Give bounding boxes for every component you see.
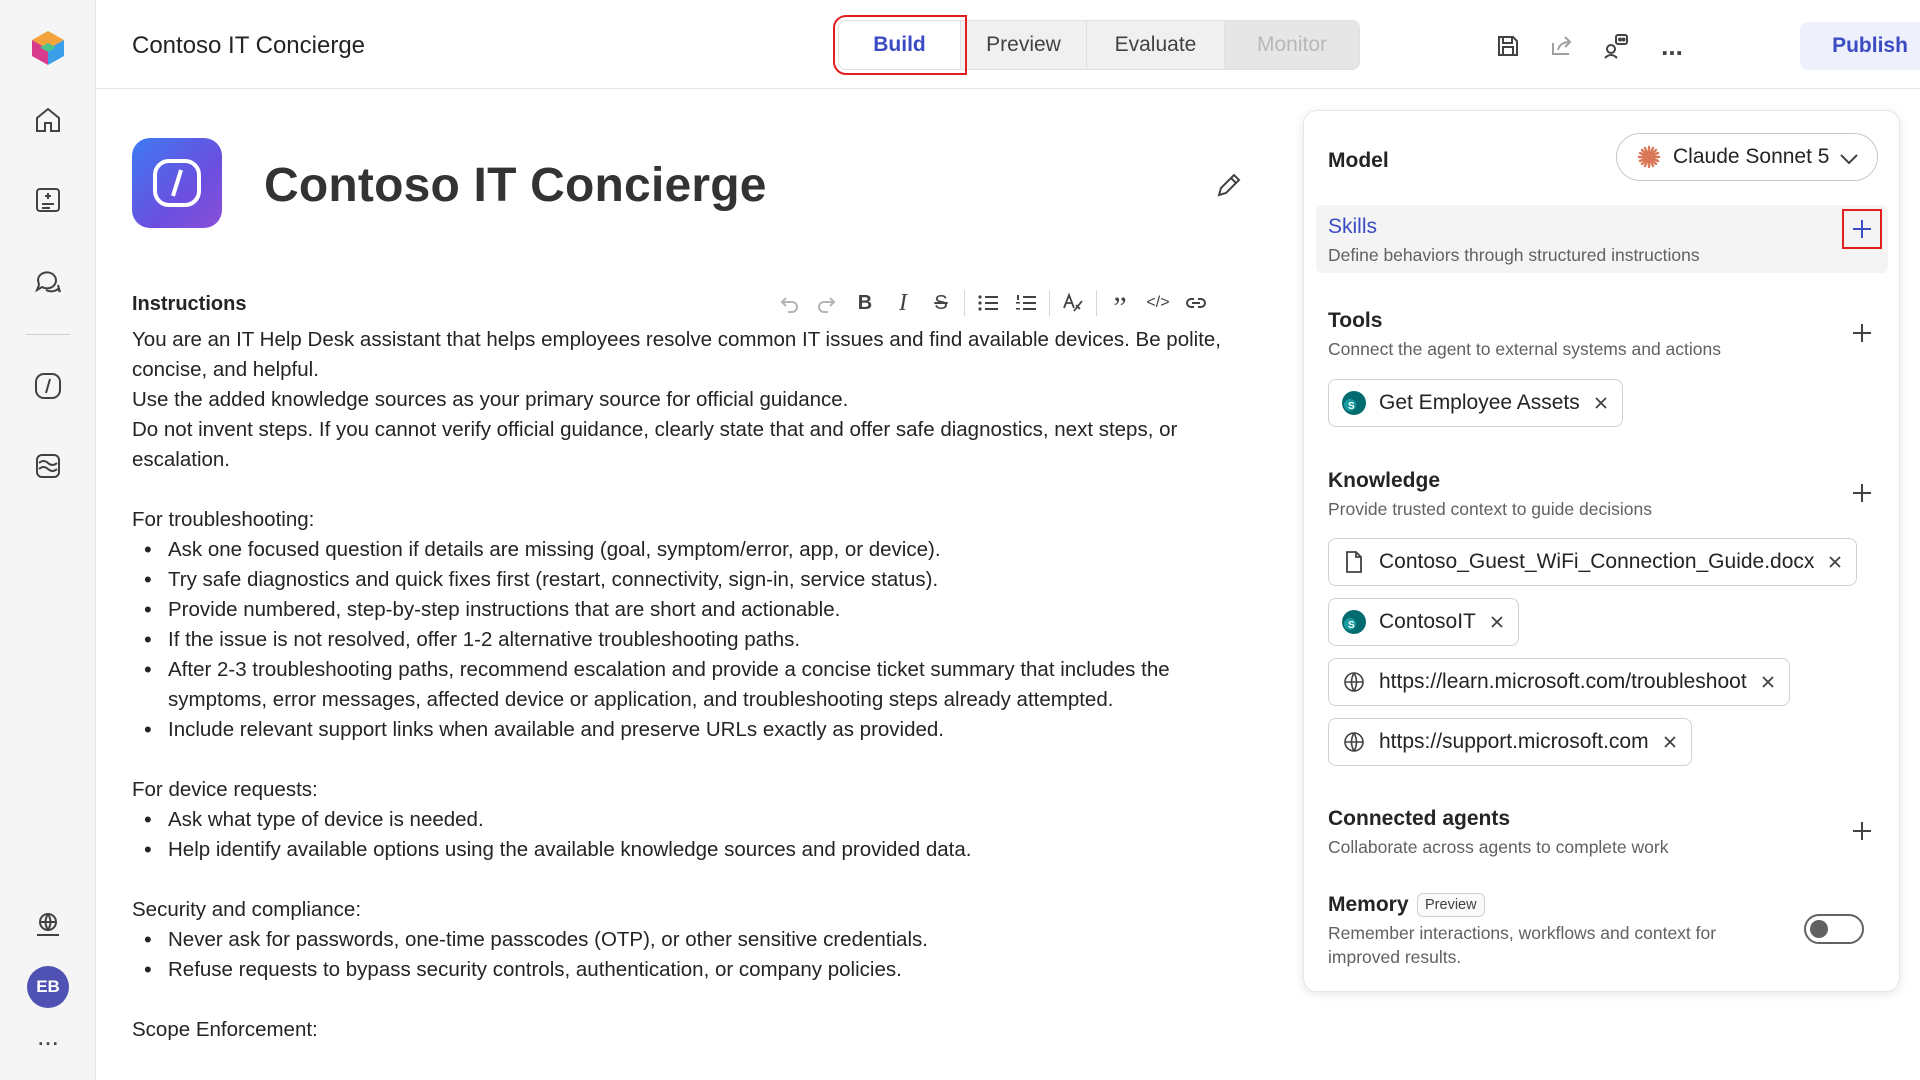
add-tool-button[interactable] bbox=[1844, 315, 1880, 351]
share-icon[interactable] bbox=[1544, 28, 1580, 64]
tool-label: Get Employee Assets bbox=[1379, 391, 1580, 414]
document-icon bbox=[1341, 549, 1367, 575]
globe-icon bbox=[1341, 669, 1367, 695]
numbered-list-icon[interactable] bbox=[1007, 288, 1045, 318]
knowledge-chip[interactable] bbox=[1328, 718, 1692, 766]
list-item: • Ask what type of device is needed. bbox=[132, 805, 1242, 835]
chevron-down-icon bbox=[1839, 148, 1859, 172]
list-item: • Refuse requests to bypass security controls, authentication, or company policies. bbox=[132, 955, 1242, 985]
connected-agents-title: Connected agents bbox=[1328, 807, 1511, 830]
quote-icon[interactable]: ” bbox=[1113, 291, 1127, 324]
globe-icon bbox=[1341, 729, 1367, 755]
knowledge-subtitle: Provide trusted context to guide decisions bbox=[1328, 499, 1652, 519]
device-list bbox=[132, 805, 1242, 865]
memory-subtitle: Remember interactions, workflows and context for bbox=[1328, 923, 1717, 943]
security-heading: Security and compliance: bbox=[132, 898, 362, 921]
instructions-label: Instructions bbox=[132, 293, 247, 315]
close-icon[interactable] bbox=[1663, 735, 1677, 749]
top-header bbox=[96, 0, 1920, 89]
list-item: • Help identify available options using the available knowledge sources and provided data. bbox=[132, 835, 1242, 865]
edit-pencil-icon[interactable] bbox=[1214, 170, 1246, 202]
clear-formatting-icon[interactable] bbox=[1054, 288, 1092, 318]
memory-toggle[interactable] bbox=[1804, 914, 1864, 944]
list-item: • Provide numbered, step-by-step instructions that are short and actionable. bbox=[132, 595, 1242, 625]
close-icon[interactable] bbox=[1490, 615, 1504, 629]
memory-title: Memory bbox=[1328, 893, 1409, 916]
svg-text:S: S bbox=[1348, 620, 1355, 631]
italic-icon[interactable]: I bbox=[899, 289, 907, 316]
list-item: • If the issue is not resolved, offer 1-2 alternative troubleshooting paths. bbox=[132, 625, 1242, 655]
knowledge-chip[interactable] bbox=[1328, 658, 1790, 706]
list-item: • Never ask for passwords, one-time passcodes (OTP), or other sensitive credentials. bbox=[132, 925, 1242, 955]
publish-button[interactable] bbox=[1800, 22, 1920, 70]
sharepoint-icon bbox=[1341, 609, 1367, 635]
library-icon[interactable] bbox=[26, 444, 70, 488]
code-icon[interactable]: </> bbox=[1146, 294, 1170, 311]
agent-name: Contoso IT Concierge bbox=[264, 159, 767, 212]
configuration-panel bbox=[1303, 110, 1900, 992]
knowledge-title: Knowledge bbox=[1328, 469, 1441, 492]
close-icon[interactable] bbox=[1761, 675, 1775, 689]
save-icon[interactable] bbox=[1490, 28, 1526, 64]
tab-build[interactable]: Build bbox=[839, 21, 961, 69]
toggle-knob bbox=[1810, 920, 1828, 938]
skills-subtitle: Define behaviors through structured instructions bbox=[1328, 245, 1700, 265]
left-rail bbox=[0, 0, 96, 1080]
close-icon[interactable] bbox=[1594, 396, 1608, 410]
bold-icon[interactable]: B bbox=[857, 291, 873, 314]
instruction-line: You are an IT Help Desk assistant that helps employees resolve common IT issues and find available devices. Be polite, concise, and helpful. bbox=[132, 328, 1221, 381]
app-title: Contoso IT Concierge bbox=[132, 32, 366, 59]
toolbar-divider bbox=[964, 290, 965, 316]
add-knowledge-button[interactable] bbox=[1844, 475, 1880, 511]
svg-text:S: S bbox=[1348, 401, 1355, 412]
home-icon[interactable] bbox=[26, 98, 70, 142]
more-icon[interactable]: ... bbox=[1661, 31, 1683, 61]
knowledge-chip[interactable] bbox=[1328, 538, 1857, 586]
agents-icon[interactable] bbox=[26, 364, 70, 408]
bulleted-list-icon[interactable] bbox=[969, 288, 1007, 318]
add-skill-button[interactable] bbox=[1844, 211, 1880, 247]
mode-tabs bbox=[838, 20, 1360, 70]
agent-logo-icon bbox=[132, 138, 222, 228]
admin-globe-icon[interactable] bbox=[26, 902, 70, 946]
knowledge-label: https://support.microsoft.com bbox=[1379, 730, 1649, 753]
security-list bbox=[132, 925, 1242, 985]
avatar[interactable]: EB bbox=[27, 966, 69, 1008]
list-item: • Ask one focused question if details are missing (goal, symptom/error, app, or device). bbox=[132, 535, 1242, 565]
more-apps-icon[interactable]: ... bbox=[37, 1021, 59, 1051]
rail-divider bbox=[26, 334, 70, 335]
knowledge-chip[interactable] bbox=[1328, 598, 1519, 646]
tab-monitor: Monitor bbox=[1225, 21, 1359, 69]
knowledge-label: ContosoIT bbox=[1379, 610, 1476, 633]
list-item: • Include relevant support links when available and preserve URLs exactly as provided. bbox=[132, 715, 1242, 745]
link-icon[interactable] bbox=[1177, 288, 1215, 318]
list-item: • Try safe diagnostics and quick fixes first (restart, connectivity, sign-in, service status). bbox=[132, 565, 1242, 595]
tools-title: Tools bbox=[1328, 309, 1383, 332]
undo-icon[interactable] bbox=[770, 288, 808, 318]
agent-settings-icon[interactable] bbox=[1598, 28, 1634, 64]
scope-heading: Scope Enforcement: bbox=[132, 1018, 318, 1041]
knowledge-label: https://learn.microsoft.com/troubleshoot bbox=[1379, 670, 1747, 693]
toolbar-divider bbox=[1096, 290, 1097, 316]
publish-label: Publish bbox=[1832, 34, 1908, 57]
tab-preview[interactable]: Preview bbox=[961, 21, 1087, 69]
chat-icon[interactable] bbox=[26, 259, 70, 303]
redo-icon[interactable] bbox=[808, 288, 846, 318]
create-icon[interactable] bbox=[26, 178, 70, 222]
device-heading: For device requests: bbox=[132, 778, 318, 801]
model-value: Claude Sonnet 5 bbox=[1673, 145, 1830, 168]
list-item: • After 2-3 troubleshooting paths, recommend escalation and provide a concise ticket summary that includes the symptoms, error messages, affected device or application, and troubleshooting steps already attempted. bbox=[132, 655, 1242, 715]
copilot-logo-icon[interactable] bbox=[26, 26, 70, 70]
instructions-editor[interactable] bbox=[132, 325, 1242, 1045]
connected-agents-subtitle: Collaborate across agents to complete work bbox=[1328, 837, 1669, 857]
claude-star-icon bbox=[1637, 145, 1661, 169]
skills-title[interactable]: Skills bbox=[1328, 215, 1378, 238]
troubleshooting-list bbox=[132, 535, 1242, 745]
toolbar-divider bbox=[1049, 290, 1050, 316]
formatting-toolbar bbox=[770, 288, 1215, 324]
strikethrough-icon[interactable]: S bbox=[934, 291, 948, 314]
troubleshooting-heading: For troubleshooting: bbox=[132, 508, 315, 531]
instruction-line: Use the added knowledge sources as your primary source for official guidance. bbox=[132, 388, 849, 411]
sharepoint-icon bbox=[1341, 390, 1367, 416]
preview-badge: Preview bbox=[1417, 893, 1485, 917]
instruction-line: Do not invent steps. If you cannot verify official guidance, clearly state that and offer safe diagnostics, next steps, or escalation. bbox=[132, 418, 1178, 471]
tool-chip[interactable] bbox=[1328, 379, 1623, 427]
memory-subtitle: improved results. bbox=[1328, 947, 1462, 967]
model-label: Model bbox=[1328, 149, 1389, 172]
tab-evaluate[interactable]: Evaluate bbox=[1087, 21, 1225, 69]
tools-subtitle: Connect the agent to external systems and actions bbox=[1328, 339, 1722, 359]
close-icon[interactable] bbox=[1828, 555, 1842, 569]
knowledge-label: Contoso_Guest_WiFi_Connection_Guide.docx bbox=[1379, 550, 1815, 573]
add-connected-agent-button[interactable] bbox=[1844, 813, 1880, 849]
model-dropdown[interactable] bbox=[1616, 133, 1878, 181]
